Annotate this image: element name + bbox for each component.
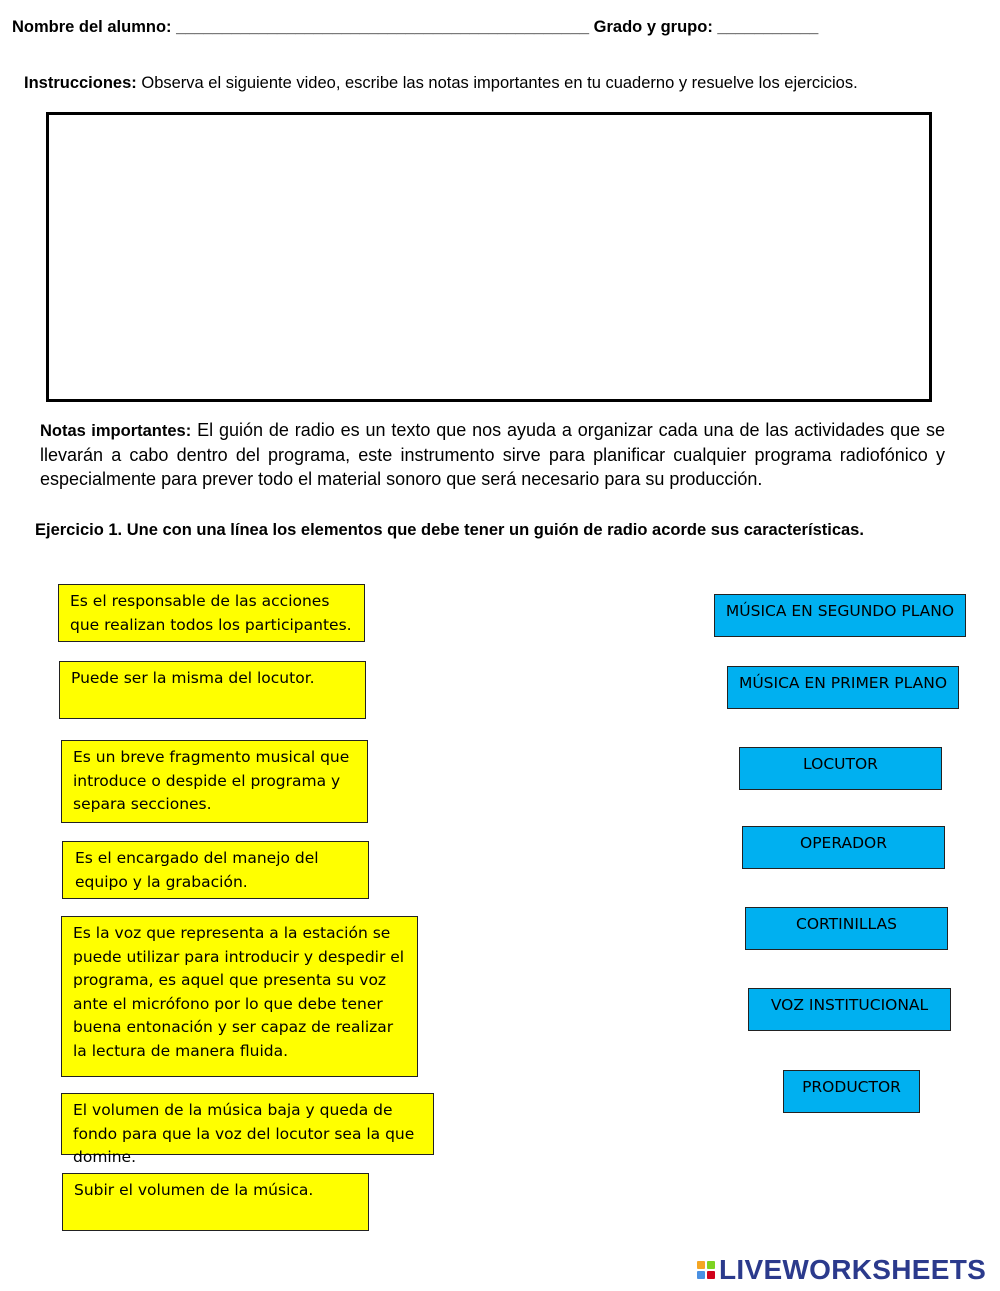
logo-text: LIVEWORKSHEETS [719, 1254, 987, 1285]
term-box[interactable]: MÚSICA EN SEGUNDO PLANO [714, 594, 966, 637]
notes-text: El guión de radio es un texto que nos ayuda a organizar cada una de las actividades que se llevarán a cabo dentro del programa, este instrumento sirve para planificar cualquier programa radiofónico y especialmente para prever todo el material sonoro que será necesario para su producción. [40, 420, 945, 489]
liveworksheets-logo [697, 1254, 986, 1286]
logo-square-icon [697, 1261, 705, 1269]
instructions [24, 74, 858, 93]
definition-box[interactable]: Es el responsable de las acciones que realizan todos los participantes. [58, 584, 365, 642]
definition-box[interactable]: Es el encargado del manejo del equipo y la grabación. [62, 841, 369, 899]
grade-label: Grado y grupo: [593, 18, 713, 36]
instructions-label: Instrucciones: [24, 74, 137, 92]
term-box[interactable]: LOCUTOR [739, 747, 942, 790]
name-line[interactable]: _____________________________________________ [176, 18, 590, 36]
definition-box[interactable]: Subir el volumen de la música. [62, 1173, 369, 1231]
name-label: Nombre del alumno: [12, 18, 172, 36]
logo-square-icon [707, 1261, 715, 1269]
term-box[interactable]: CORTINILLAS [745, 907, 948, 950]
definition-box[interactable]: El volumen de la música baja y queda de fondo para que la voz del locutor sea la que domine. [61, 1093, 434, 1155]
definition-box[interactable]: Es la voz que representa a la estación se puede utilizar para introducir y despedir el programa, es aquel que presenta su voz ante el micrófono por lo que debe tener buena entonación y ser capaz de realizar la lectura de manera fluida. [61, 916, 418, 1077]
exercise-title: Ejercicio 1. Une con una línea los elementos que debe tener un guión de radio acorde sus características. [35, 521, 864, 539]
notes-label: Notas importantes: [40, 422, 192, 440]
term-box[interactable]: VOZ INSTITUCIONAL [748, 988, 951, 1031]
term-box[interactable]: MÚSICA EN PRIMER PLANO [727, 666, 959, 709]
liveworksheets-logo-icon [697, 1261, 715, 1279]
logo-square-icon [707, 1271, 715, 1279]
definition-box[interactable]: Es un breve fragmento musical que introduce o despide el programa y separa secciones. [61, 740, 368, 823]
grade-line[interactable]: ___________ [717, 18, 819, 36]
instructions-text: Observa el siguiente video, escribe las notas importantes en tu cuaderno y resuelve los ejercicios. [136, 74, 858, 92]
term-box[interactable]: PRODUCTOR [783, 1070, 920, 1113]
logo-square-icon [697, 1271, 705, 1279]
student-header [12, 18, 818, 37]
definition-box[interactable]: Puede ser la misma del locutor. [59, 661, 366, 719]
term-box[interactable]: OPERADOR [742, 826, 945, 869]
important-notes [40, 418, 945, 491]
video-frame[interactable] [46, 112, 932, 402]
